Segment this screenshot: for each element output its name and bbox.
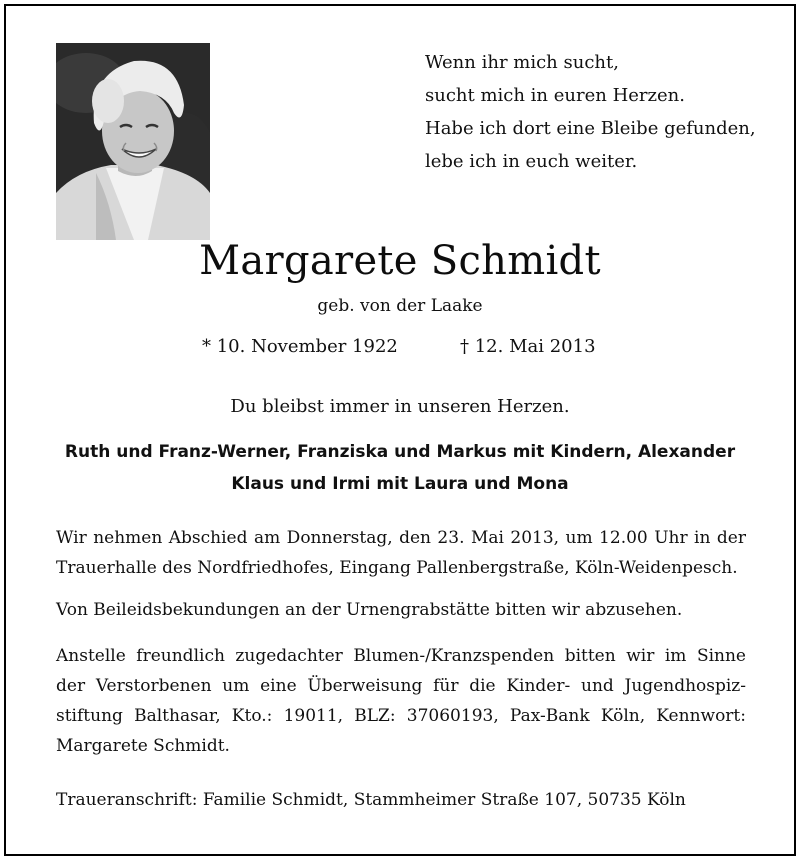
donation-paragraph [56,641,746,761]
portrait-photo [56,43,210,240]
motto: Du bleibst immer in unseren Herzen. [230,396,570,417]
paragraph-line: Traueranschrift: Familie Schmidt, Stammheimer Straße 107, 50735 Köln [56,790,686,810]
paragraph-line: Wir nehmen Abschied am Donnerstag, den 23. Mai 2013, um 12.00 Uhr in der [56,528,746,548]
mourners-line: Klaus und Irmi mit Laura und Mona [231,474,569,494]
address-paragraph [56,785,746,815]
paragraph-line: der Verstorbenen um eine Überweisung für die Kinder- und Jugendhospiz- [56,676,746,696]
paragraph-line: Margarete Schmidt. [56,736,230,756]
poem-line: Habe ich dort eine Bleibe gefunden, [425,118,756,139]
poem-line: lebe ich in euch weiter. [425,151,638,172]
farewell-paragraph [56,523,746,583]
condolences-paragraph [56,595,746,625]
paragraph-line: Trauerhalle des Nordfriedhofes, Eingang Pallenbergstraße, Köln-Weidenpesch. [56,558,738,578]
poem-line: sucht mich in euren Herzen. [425,85,685,106]
poem [425,46,765,178]
mourners-list [0,436,800,500]
paragraph-line: Von Beileidsbekundungen an der Urnengrabstätte bitten wir abzusehen. [56,600,683,620]
death-date: † 12. Mai 2013 [460,336,596,357]
birth-date: * 10. November 1922 [202,336,398,357]
poem-line: Wenn ihr mich sucht, [425,52,619,73]
paragraph-line: Anstelle freundlich zugedachter Blumen-/Kranzspenden bitten wir im Sinne [56,646,746,666]
birth-name: geb. von der Laake [317,296,483,316]
mourners-line: Ruth und Franz-Werner, Franziska und Markus mit Kindern, Alexander [64,442,736,462]
deceased-name: Margarete Schmidt [199,238,601,284]
paragraph-line: stiftung Balthasar, Kto.: 19011, BLZ: 37060193, Pax-Bank Köln, Kennwort: [56,706,746,726]
